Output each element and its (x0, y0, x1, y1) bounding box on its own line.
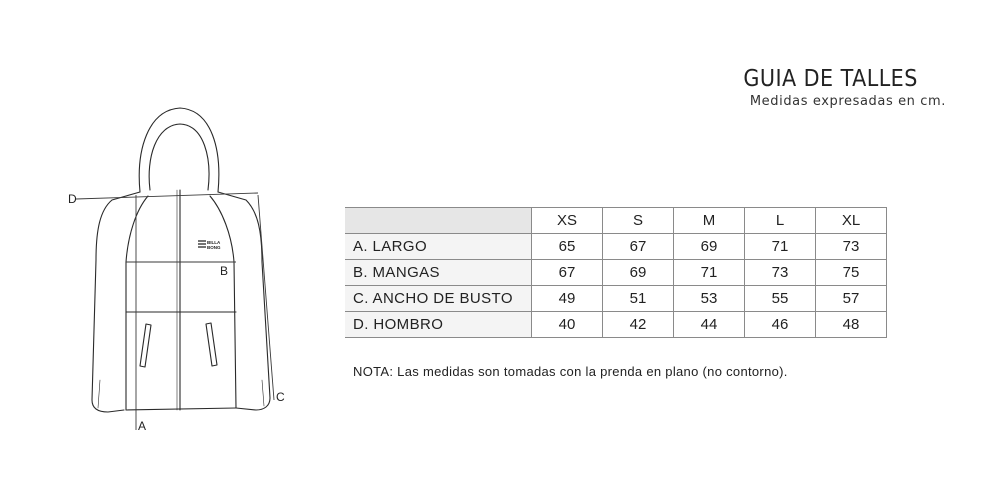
table-row (345, 234, 887, 260)
table-cell: 67 (532, 260, 603, 286)
hem (126, 408, 236, 410)
table-header-row (345, 208, 887, 234)
col-header: S (603, 208, 674, 234)
table-cell: 71 (745, 234, 816, 260)
header (724, 64, 946, 110)
right-pocket (206, 323, 217, 366)
table-cell: 57 (816, 286, 887, 312)
label-a: A (138, 419, 147, 433)
left-sleeve-seam (126, 196, 148, 410)
row-label: C. ANCHO DE BUSTO (345, 286, 532, 312)
table-cell: 73 (816, 234, 887, 260)
note-text: : Las medidas son tomadas con la prenda en plano (no contorno). (389, 364, 788, 379)
table-cell: 44 (674, 312, 745, 338)
left-pocket (140, 324, 151, 367)
row-label: B. MANGAS (345, 260, 532, 286)
label-d: D (68, 192, 77, 206)
row-label: A. LARGO (345, 234, 532, 260)
table-header-empty (345, 208, 532, 234)
page-title: GUIA DE TALLES (743, 66, 918, 92)
table-cell: 53 (674, 286, 745, 312)
table-cell: 69 (603, 260, 674, 286)
table-row (345, 260, 887, 286)
page-subtitle: Medidas expresadas en cm. (749, 94, 946, 109)
table-cell: 67 (603, 234, 674, 260)
logo-text-1: BILLA (207, 240, 221, 245)
table-cell: 48 (816, 312, 887, 338)
table-cell: 55 (745, 286, 816, 312)
measure-line-c (258, 195, 274, 400)
logo-text-2: BONG (207, 245, 221, 250)
right-sleeve-seam (210, 196, 236, 408)
row-label: D. HOMBRO (345, 312, 532, 338)
hood-inner (149, 124, 209, 190)
table-cell: 65 (532, 234, 603, 260)
logo (198, 240, 221, 250)
col-header: L (745, 208, 816, 234)
table-cell: 71 (674, 260, 745, 286)
col-header: XL (816, 208, 887, 234)
note (353, 364, 788, 379)
table-row (345, 312, 887, 338)
hood-outline (139, 108, 219, 192)
col-header: XS (532, 208, 603, 234)
table-cell: 40 (532, 312, 603, 338)
table-row (345, 286, 887, 312)
table-cell: 73 (745, 260, 816, 286)
col-header: M (674, 208, 745, 234)
jacket-diagram (60, 100, 300, 440)
table-cell: 46 (745, 312, 816, 338)
size-table (345, 207, 887, 338)
label-c: C (276, 390, 285, 404)
table-cell: 42 (603, 312, 674, 338)
table-cell: 69 (674, 234, 745, 260)
table-cell: 75 (816, 260, 887, 286)
note-prefix: NOTA (353, 364, 390, 379)
table-cell: 49 (532, 286, 603, 312)
table-cell: 51 (603, 286, 674, 312)
label-b: B (220, 264, 229, 278)
